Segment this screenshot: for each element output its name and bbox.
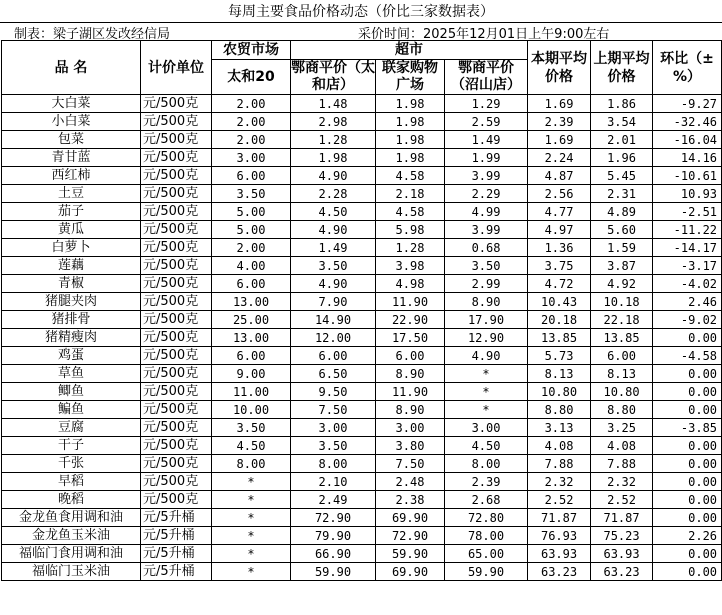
- market-price-cell: *: [212, 473, 291, 491]
- unit-cell: 元/500克: [141, 383, 212, 401]
- avg-now-cell: 20.18: [528, 311, 591, 329]
- avg-now-cell: 1.69: [528, 95, 591, 113]
- ratio-cell: -2.51: [653, 203, 722, 221]
- item-name-cell: 草鱼: [2, 365, 141, 383]
- unit-cell: 元/500克: [141, 401, 212, 419]
- eshang-taihe-price-cell: 59.90: [291, 563, 376, 581]
- table-row: [2, 113, 722, 131]
- item-name-cell: 豆腐: [2, 419, 141, 437]
- avg-now-cell: 2.52: [528, 491, 591, 509]
- eshang-zhaoshan-price-cell: 2.39: [445, 473, 528, 491]
- eshang-taihe-price-cell: 2.98: [291, 113, 376, 131]
- unit-cell: 元/500克: [141, 203, 212, 221]
- ratio-cell: -14.17: [653, 239, 722, 257]
- avg-now-cell: 2.56: [528, 185, 591, 203]
- avg-now-cell: 10.80: [528, 383, 591, 401]
- market-price-cell: 13.00: [212, 329, 291, 347]
- item-name-cell: 小白菜: [2, 113, 141, 131]
- eshang-taihe-price-cell: 12.00: [291, 329, 376, 347]
- eshang-taihe-price-cell: 9.50: [291, 383, 376, 401]
- eshang-taihe-price-cell: 2.49: [291, 491, 376, 509]
- eshang-taihe-price-cell: 3.00: [291, 419, 376, 437]
- market-price-cell: 4.50: [212, 437, 291, 455]
- item-name-cell: 鸡蛋: [2, 347, 141, 365]
- item-name-cell: 千张: [2, 455, 141, 473]
- price-table-body: [2, 95, 722, 581]
- eshang-zhaoshan-price-cell: 4.50: [445, 437, 528, 455]
- unit-cell: 元/500克: [141, 275, 212, 293]
- ratio-cell: -3.17: [653, 257, 722, 275]
- avg-prev-cell: 8.13: [591, 365, 653, 383]
- avg-now-cell: 1.36: [528, 239, 591, 257]
- ratio-cell: -11.22: [653, 221, 722, 239]
- table-row: [2, 293, 722, 311]
- avg-now-cell: 5.73: [528, 347, 591, 365]
- market-price-cell: *: [212, 545, 291, 563]
- ratio-cell: 0.00: [653, 473, 722, 491]
- market-price-cell: 6.00: [212, 275, 291, 293]
- unit-cell: 元/500克: [141, 311, 212, 329]
- avg-now-cell: 8.80: [528, 401, 591, 419]
- eshang-zhaoshan-price-cell: 1.29: [445, 95, 528, 113]
- avg-prev-cell: 4.92: [591, 275, 653, 293]
- table-row: [2, 563, 722, 581]
- ratio-cell: -4.02: [653, 275, 722, 293]
- item-name-cell: 早稻: [2, 473, 141, 491]
- avg-now-cell: 63.23: [528, 563, 591, 581]
- ratio-cell: 2.26: [653, 527, 722, 545]
- item-name-cell: 金龙鱼食用调和油: [2, 509, 141, 527]
- eshang-zhaoshan-price-cell: 8.00: [445, 455, 528, 473]
- eshang-zhaoshan-price-cell: *: [445, 365, 528, 383]
- lianjia-price-cell: 4.58: [376, 167, 445, 185]
- eshang-zhaoshan-price-cell: 1.99: [445, 149, 528, 167]
- item-name-cell: 晚稻: [2, 491, 141, 509]
- avg-now-cell: 2.32: [528, 473, 591, 491]
- avg-prev-cell: 5.45: [591, 167, 653, 185]
- table-row: [2, 185, 722, 203]
- eshang-zhaoshan-price-cell: 3.99: [445, 221, 528, 239]
- lianjia-price-cell: 2.48: [376, 473, 445, 491]
- header-market-taihe: 太和20: [212, 60, 291, 95]
- eshang-taihe-price-cell: 1.98: [291, 149, 376, 167]
- unit-cell: 元/5升桶: [141, 509, 212, 527]
- lianjia-price-cell: 8.90: [376, 401, 445, 419]
- item-name-cell: 大白菜: [2, 95, 141, 113]
- eshang-zhaoshan-price-cell: 2.29: [445, 185, 528, 203]
- market-price-cell: 3.50: [212, 419, 291, 437]
- avg-prev-cell: 7.88: [591, 455, 653, 473]
- avg-prev-cell: 2.31: [591, 185, 653, 203]
- item-name-cell: 鲫鱼: [2, 383, 141, 401]
- eshang-taihe-price-cell: 72.90: [291, 509, 376, 527]
- lianjia-price-cell: 8.90: [376, 365, 445, 383]
- lianjia-price-cell: 11.90: [376, 293, 445, 311]
- eshang-zhaoshan-price-cell: 3.50: [445, 257, 528, 275]
- eshang-zhaoshan-price-cell: 2.99: [445, 275, 528, 293]
- eshang-taihe-price-cell: 4.50: [291, 203, 376, 221]
- table-row: [2, 149, 722, 167]
- lianjia-price-cell: 4.58: [376, 203, 445, 221]
- market-price-cell: 11.00: [212, 383, 291, 401]
- market-price-cell: 6.00: [212, 347, 291, 365]
- lianjia-price-cell: 72.90: [376, 527, 445, 545]
- table-row: [2, 383, 722, 401]
- market-price-cell: 13.00: [212, 293, 291, 311]
- eshang-taihe-price-cell: 8.00: [291, 455, 376, 473]
- avg-now-cell: 2.24: [528, 149, 591, 167]
- eshang-taihe-price-cell: 4.90: [291, 275, 376, 293]
- eshang-zhaoshan-price-cell: 78.00: [445, 527, 528, 545]
- eshang-zhaoshan-price-cell: *: [445, 383, 528, 401]
- market-price-cell: 2.00: [212, 95, 291, 113]
- item-name-cell: 青甘蓝: [2, 149, 141, 167]
- avg-prev-cell: 6.00: [591, 347, 653, 365]
- eshang-taihe-price-cell: 2.28: [291, 185, 376, 203]
- item-name-cell: 鳊鱼: [2, 401, 141, 419]
- unit-cell: 元/500克: [141, 95, 212, 113]
- maker-label: 制表：梁子湖区发改经信局: [14, 27, 171, 42]
- ratio-cell: 0.00: [653, 365, 722, 383]
- item-name-cell: 猪腿夹肉: [2, 293, 141, 311]
- unit-cell: 元/5升桶: [141, 545, 212, 563]
- eshang-zhaoshan-price-cell: 4.99: [445, 203, 528, 221]
- unit-cell: 元/500克: [141, 185, 212, 203]
- avg-now-cell: 4.72: [528, 275, 591, 293]
- table-row: [2, 527, 722, 545]
- item-name-cell: 土豆: [2, 185, 141, 203]
- unit-cell: 元/500克: [141, 347, 212, 365]
- lianjia-price-cell: 11.90: [376, 383, 445, 401]
- ratio-cell: 0.00: [653, 383, 722, 401]
- table-row: [2, 311, 722, 329]
- avg-now-cell: 13.85: [528, 329, 591, 347]
- avg-prev-cell: 71.87: [591, 509, 653, 527]
- ratio-cell: -32.46: [653, 113, 722, 131]
- lianjia-price-cell: 1.28: [376, 239, 445, 257]
- ratio-cell: -9.02: [653, 311, 722, 329]
- header-ratio: 环比（±%）: [653, 41, 722, 95]
- avg-now-cell: 63.93: [528, 545, 591, 563]
- header-market-group: 农贸市场: [212, 41, 291, 60]
- item-name-cell: 白萝卜: [2, 239, 141, 257]
- avg-prev-cell: 4.08: [591, 437, 653, 455]
- avg-now-cell: 71.87: [528, 509, 591, 527]
- item-name-cell: 猪精瘦肉: [2, 329, 141, 347]
- item-name-cell: 茄子: [2, 203, 141, 221]
- eshang-taihe-price-cell: 79.90: [291, 527, 376, 545]
- avg-prev-cell: 10.18: [591, 293, 653, 311]
- avg-now-cell: 4.77: [528, 203, 591, 221]
- header-eshang-zhaoshan: 鄂商平价（沼山店）: [445, 60, 528, 95]
- header-super-group: 超市: [291, 41, 528, 60]
- market-price-cell: 10.00: [212, 401, 291, 419]
- unit-cell: 元/500克: [141, 329, 212, 347]
- avg-prev-cell: 8.80: [591, 401, 653, 419]
- header-eshang-taihe: 鄂商平价（太和店）: [291, 60, 375, 93]
- avg-prev-cell: 2.52: [591, 491, 653, 509]
- eshang-taihe-price-cell: 4.90: [291, 221, 376, 239]
- table-row: [2, 257, 722, 275]
- ratio-cell: 0.00: [653, 329, 722, 347]
- market-price-cell: 5.00: [212, 203, 291, 221]
- item-name-cell: 干子: [2, 437, 141, 455]
- ratio-cell: 0.00: [653, 491, 722, 509]
- lianjia-price-cell: 69.90: [376, 563, 445, 581]
- eshang-taihe-price-cell: 3.50: [291, 257, 376, 275]
- avg-prev-cell: 63.93: [591, 545, 653, 563]
- eshang-taihe-price-cell: 1.28: [291, 131, 376, 149]
- ratio-cell: -4.58: [653, 347, 722, 365]
- eshang-zhaoshan-price-cell: 17.90: [445, 311, 528, 329]
- avg-prev-cell: 2.32: [591, 473, 653, 491]
- avg-prev-cell: 4.89: [591, 203, 653, 221]
- market-price-cell: 3.00: [212, 149, 291, 167]
- table-row: [2, 203, 722, 221]
- avg-prev-cell: 2.01: [591, 131, 653, 149]
- header-avg-now: 本期平均价格: [528, 41, 591, 95]
- market-price-cell: 25.00: [212, 311, 291, 329]
- eshang-zhaoshan-price-cell: 72.80: [445, 509, 528, 527]
- table-row: [2, 473, 722, 491]
- ratio-cell: -16.04: [653, 131, 722, 149]
- market-price-cell: *: [212, 527, 291, 545]
- ratio-cell: 0.00: [653, 455, 722, 473]
- market-price-cell: 2.00: [212, 113, 291, 131]
- market-price-cell: 2.00: [212, 239, 291, 257]
- avg-now-cell: 2.39: [528, 113, 591, 131]
- eshang-taihe-price-cell: 6.50: [291, 365, 376, 383]
- table-row: [2, 131, 722, 149]
- table-row: [2, 437, 722, 455]
- table-row: [2, 491, 722, 509]
- unit-cell: 元/500克: [141, 113, 212, 131]
- avg-now-cell: 4.87: [528, 167, 591, 185]
- market-price-cell: 6.00: [212, 167, 291, 185]
- item-name-cell: 猪排骨: [2, 311, 141, 329]
- eshang-taihe-price-cell: 66.90: [291, 545, 376, 563]
- table-row: [2, 401, 722, 419]
- eshang-zhaoshan-price-cell: 12.90: [445, 329, 528, 347]
- eshang-zhaoshan-price-cell: 59.90: [445, 563, 528, 581]
- eshang-zhaoshan-price-cell: 1.49: [445, 131, 528, 149]
- unit-cell: 元/500克: [141, 257, 212, 275]
- unit-cell: 元/500克: [141, 419, 212, 437]
- eshang-taihe-price-cell: 1.48: [291, 95, 376, 113]
- eshang-zhaoshan-price-cell: 8.90: [445, 293, 528, 311]
- ratio-cell: 2.46: [653, 293, 722, 311]
- item-name-cell: 福临门食用调和油: [2, 545, 141, 563]
- table-row: [2, 419, 722, 437]
- avg-now-cell: 76.93: [528, 527, 591, 545]
- market-price-cell: 4.00: [212, 257, 291, 275]
- price-table: [1, 40, 722, 581]
- ratio-cell: 14.16: [653, 149, 722, 167]
- header-avg-prev: 上期平均价格: [591, 41, 653, 95]
- avg-prev-cell: 13.85: [591, 329, 653, 347]
- eshang-taihe-price-cell: 2.10: [291, 473, 376, 491]
- eshang-taihe-price-cell: 7.90: [291, 293, 376, 311]
- market-price-cell: *: [212, 491, 291, 509]
- header-name: 品 名: [2, 41, 141, 95]
- eshang-zhaoshan-price-cell: 3.99: [445, 167, 528, 185]
- table-row: [2, 239, 722, 257]
- item-name-cell: 西红柿: [2, 167, 141, 185]
- avg-now-cell: 4.97: [528, 221, 591, 239]
- lianjia-price-cell: 3.80: [376, 437, 445, 455]
- unit-cell: 元/500克: [141, 131, 212, 149]
- avg-prev-cell: 1.86: [591, 95, 653, 113]
- lianjia-price-cell: 1.98: [376, 95, 445, 113]
- table-row: [2, 545, 722, 563]
- header-unit: 计价单位: [141, 41, 212, 95]
- market-price-cell: 9.00: [212, 365, 291, 383]
- unit-cell: 元/500克: [141, 221, 212, 239]
- unit-cell: 元/500克: [141, 293, 212, 311]
- avg-now-cell: 3.75: [528, 257, 591, 275]
- lianjia-price-cell: 7.50: [376, 455, 445, 473]
- item-name-cell: 青椒: [2, 275, 141, 293]
- unit-cell: 元/500克: [141, 473, 212, 491]
- eshang-taihe-price-cell: 3.50: [291, 437, 376, 455]
- lianjia-price-cell: 1.98: [376, 113, 445, 131]
- lianjia-price-cell: 3.98: [376, 257, 445, 275]
- table-row: [2, 95, 722, 113]
- meta-row: [0, 22, 722, 40]
- eshang-taihe-price-cell: 7.50: [291, 401, 376, 419]
- eshang-zhaoshan-price-cell: *: [445, 401, 528, 419]
- table-row: [2, 509, 722, 527]
- avg-now-cell: 8.13: [528, 365, 591, 383]
- avg-prev-cell: 75.23: [591, 527, 653, 545]
- lianjia-price-cell: 5.98: [376, 221, 445, 239]
- unit-cell: 元/500克: [141, 491, 212, 509]
- ratio-cell: -3.85: [653, 419, 722, 437]
- item-name-cell: 包菜: [2, 131, 141, 149]
- eshang-zhaoshan-price-cell: 2.68: [445, 491, 528, 509]
- eshang-taihe-price-cell: 6.00: [291, 347, 376, 365]
- avg-prev-cell: 5.60: [591, 221, 653, 239]
- lianjia-price-cell: 17.50: [376, 329, 445, 347]
- ratio-cell: 0.00: [653, 401, 722, 419]
- unit-cell: 元/500克: [141, 365, 212, 383]
- lianjia-price-cell: 2.18: [376, 185, 445, 203]
- lianjia-price-cell: 4.98: [376, 275, 445, 293]
- eshang-taihe-price-cell: 1.49: [291, 239, 376, 257]
- avg-prev-cell: 63.23: [591, 563, 653, 581]
- lianjia-price-cell: 3.00: [376, 419, 445, 437]
- lianjia-price-cell: 69.90: [376, 509, 445, 527]
- ratio-cell: -9.27: [653, 95, 722, 113]
- avg-now-cell: 1.69: [528, 131, 591, 149]
- item-name-cell: 莲藕: [2, 257, 141, 275]
- ratio-cell: 0.00: [653, 545, 722, 563]
- eshang-taihe-price-cell: 4.90: [291, 167, 376, 185]
- avg-prev-cell: 3.87: [591, 257, 653, 275]
- avg-now-cell: 4.08: [528, 437, 591, 455]
- ratio-cell: 0.00: [653, 437, 722, 455]
- eshang-zhaoshan-price-cell: 2.59: [445, 113, 528, 131]
- market-price-cell: 5.00: [212, 221, 291, 239]
- item-name-cell: 金龙鱼玉米油: [2, 527, 141, 545]
- unit-cell: 元/500克: [141, 455, 212, 473]
- lianjia-price-cell: 22.90: [376, 311, 445, 329]
- collect-time-label: 采价时间：2025年12月01日上午9:00左右: [358, 27, 610, 42]
- ratio-cell: 10.93: [653, 185, 722, 203]
- market-price-cell: *: [212, 509, 291, 527]
- avg-now-cell: 3.13: [528, 419, 591, 437]
- market-price-cell: 8.00: [212, 455, 291, 473]
- table-row: [2, 329, 722, 347]
- ratio-cell: 0.00: [653, 563, 722, 581]
- market-price-cell: 2.00: [212, 131, 291, 149]
- avg-now-cell: 10.43: [528, 293, 591, 311]
- unit-cell: 元/5升桶: [141, 563, 212, 581]
- avg-prev-cell: 10.80: [591, 383, 653, 401]
- lianjia-price-cell: 2.38: [376, 491, 445, 509]
- avg-prev-cell: 3.54: [591, 113, 653, 131]
- table-row: [2, 275, 722, 293]
- item-name-cell: 福临门玉米油: [2, 563, 141, 581]
- table-row: [2, 455, 722, 473]
- header-lianjia: 联家购物广场: [376, 60, 445, 95]
- unit-cell: 元/500克: [141, 149, 212, 167]
- eshang-zhaoshan-price-cell: 0.68: [445, 239, 528, 257]
- avg-prev-cell: 1.96: [591, 149, 653, 167]
- eshang-zhaoshan-price-cell: 3.00: [445, 419, 528, 437]
- market-price-cell: 3.50: [212, 185, 291, 203]
- lianjia-price-cell: 1.98: [376, 131, 445, 149]
- table-row: [2, 347, 722, 365]
- header-row-top: [2, 41, 722, 60]
- avg-now-cell: 7.88: [528, 455, 591, 473]
- lianjia-price-cell: 59.90: [376, 545, 445, 563]
- unit-cell: 元/500克: [141, 239, 212, 257]
- avg-prev-cell: 22.18: [591, 311, 653, 329]
- table-row: [2, 365, 722, 383]
- eshang-zhaoshan-price-cell: 4.90: [445, 347, 528, 365]
- unit-cell: 元/500克: [141, 437, 212, 455]
- table-row: [2, 221, 722, 239]
- lianjia-price-cell: 6.00: [376, 347, 445, 365]
- market-price-cell: *: [212, 563, 291, 581]
- item-name-cell: 黄瓜: [2, 221, 141, 239]
- table-row: [2, 167, 722, 185]
- eshang-zhaoshan-price-cell: 65.00: [445, 545, 528, 563]
- ratio-cell: -10.61: [653, 167, 722, 185]
- unit-cell: 元/5升桶: [141, 527, 212, 545]
- lianjia-price-cell: 1.98: [376, 149, 445, 167]
- avg-prev-cell: 1.59: [591, 239, 653, 257]
- ratio-cell: 0.00: [653, 509, 722, 527]
- sheet-title: 每周主要食品价格动态（价比三家数据表）: [0, 0, 722, 23]
- eshang-taihe-price-cell: 14.90: [291, 311, 376, 329]
- avg-prev-cell: 3.25: [591, 419, 653, 437]
- unit-cell: 元/500克: [141, 167, 212, 185]
